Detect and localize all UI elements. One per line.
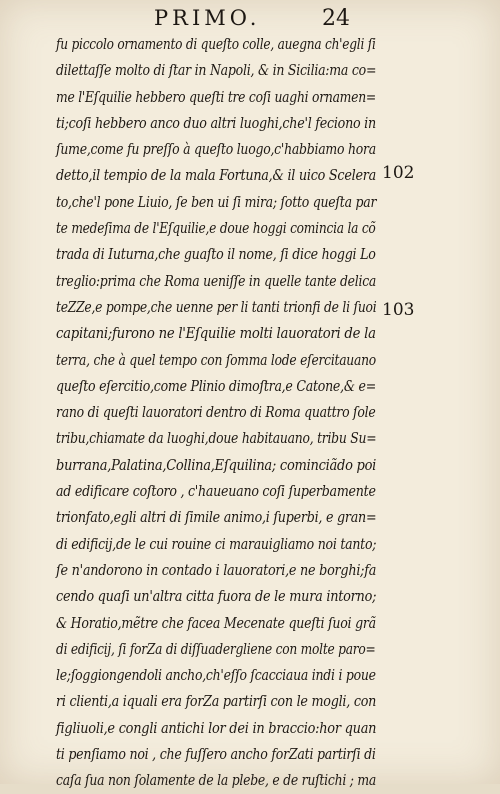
text-line: terra, che à quel tempo con ſomma lode eſercitauano [56, 350, 376, 369]
running-head-title: PRIMO. [154, 6, 261, 30]
text-line: caſa ſua non ſolamente de la plebe, e de ruſtichi ; ma [56, 771, 377, 790]
text-line: te medeſima de l'Eſquilie,e doue hoggi comincia la cõ [56, 219, 376, 238]
marginal-note: 103 [382, 300, 415, 320]
text-line: burrana,Palatina,Collina,Eſquilina; cominciãdo poi [56, 455, 377, 474]
text-line: & Horatio,mẽtre che facea Mecenate queſti ſuoi grã [56, 613, 376, 632]
text-line: to,che'l pone Liuio, ſe ben ui ſi mira; ſotto queſta par [56, 192, 377, 211]
text-line: ſe n'andorono in contado i lauoratori,e ne borghi;fa [56, 560, 377, 579]
text-line: detto,il tempio de la mala Fortuna,& il uico Scelera [56, 166, 377, 185]
body-text [56, 31, 376, 794]
text-line: ſume,come fu preſſo à queſto luogo,c'habbiamo hora [56, 140, 376, 159]
text-line: cendo quaſi un'altra citta fuora de le mura intorno; [56, 587, 377, 606]
page-number: 24 [322, 6, 350, 31]
text-line: dilettaſſe molto di ſtar in Napoli, & in Sicilia:ma co= [56, 61, 377, 80]
text-line: ad edificare coſtoro , c'haueuano coſi ſuperbamente [56, 482, 376, 501]
text-line: me l'Eſquilie hebbero queſti tre coſi uaghi ornamen= [56, 87, 377, 106]
text-line: rano di queſti lauoratori dentro di Roma quattro ſole [56, 403, 376, 422]
text-line: le;ſoggiongendoli ancho,ch'eſſo ſcacciaua indi i poue [56, 666, 376, 685]
text-line: trionfato,egli altri di ſimile animo,i ſuperbi, e gran= [56, 508, 377, 527]
text-line: ti;coſi hebbero anco duo altri luoghi,che'l feciono in [56, 113, 376, 132]
text-line: ri clienti,a iquali era forZa partirſi con le mogli, con [56, 692, 377, 711]
text-line: fu piccolo ornamento di queſto colle, auegna ch'egli ſi [56, 35, 376, 53]
text-line: queſto eſercitio,come Plinio dimoſtra,e Catone,& e= [56, 376, 377, 395]
text-line: di edificij,de le cui rouine ci marauigliamo noi tanto; [56, 534, 377, 553]
marginal-note: 102 [382, 163, 415, 183]
text-line: tribu,chiamate da luoghi,doue habitauano, tribu Su= [56, 429, 377, 448]
text-line: figliuoli,e congli antichi lor dei in braccio:hor quan [56, 718, 377, 737]
text-line: di edificij, ſi forZa di diſſuadergliene con molte paro= [56, 639, 376, 658]
text-line: ti penſiamo noi , che fuſſero ancho forZati partirſi di [56, 745, 376, 764]
text-line: teZZe,e pompe,che uenne per li tanti trionfi de li ſuoi [56, 297, 377, 316]
text-line: capitani;furono ne l'Eſquilie molti lauoratori de la [56, 324, 376, 343]
text-line: trada di Iuturna,che guaſto il nome, ſi dice hoggi Lo [56, 245, 376, 264]
text-line: treglio:prima che Roma ueniſſe in quelle tante delica [56, 271, 377, 290]
